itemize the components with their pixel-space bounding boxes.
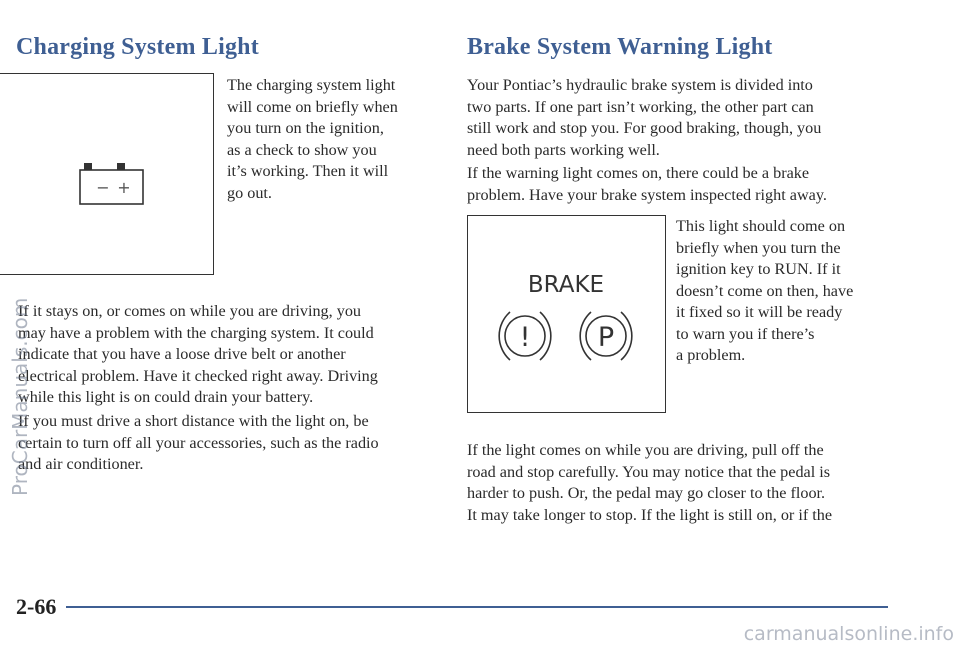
battery-minus-symbol: − bbox=[96, 178, 110, 197]
text-line: If the light comes on while you are driving, pull off the bbox=[467, 441, 824, 459]
parking-symbol: P bbox=[597, 322, 615, 353]
text-line: it’s working. Then it will bbox=[227, 162, 389, 180]
text-line: problem. Have your brake system inspected right away. bbox=[467, 185, 827, 204]
text-line: briefly when you turn the bbox=[676, 238, 841, 257]
side-watermark: ProCarManuals.com bbox=[8, 297, 32, 496]
text-line: as a check to show you bbox=[227, 140, 377, 159]
battery-icon bbox=[0, 74, 215, 276]
brake-warning-paragraph bbox=[467, 163, 827, 206]
battery-plus-symbol: + bbox=[117, 178, 131, 197]
brake-light-figure bbox=[467, 215, 666, 413]
text-line: it fixed so it will be ready bbox=[676, 303, 843, 321]
text-line: ignition key to RUN. If it bbox=[676, 260, 841, 278]
text-line: and air conditioner. bbox=[18, 455, 144, 473]
text-line: The charging system light bbox=[227, 76, 396, 94]
bottom-watermark: carmanualsonline.info bbox=[743, 623, 954, 645]
text-line: This light should come on bbox=[676, 217, 846, 235]
text-line: If it stays on, or comes on while you are driving, you bbox=[18, 302, 362, 320]
battery-light-figure bbox=[0, 73, 214, 275]
text-line: still work and stop you. For good braking, though, you bbox=[467, 119, 822, 137]
text-line: you turn on the ignition, bbox=[227, 119, 384, 137]
text-line: Your Pontiac’s hydraulic brake system is divided into bbox=[467, 76, 813, 94]
text-line: will come on briefly when bbox=[227, 97, 398, 116]
text-line: need both parts working well. bbox=[467, 140, 660, 159]
footer-rule bbox=[66, 606, 888, 608]
brake-driving-paragraph bbox=[467, 440, 832, 526]
page-number: 2-66 bbox=[16, 594, 57, 619]
text-line: a problem. bbox=[676, 346, 746, 364]
charging-drive-paragraph bbox=[18, 411, 379, 476]
text-line: go out. bbox=[227, 183, 272, 202]
text-line: If you must drive a short distance with the light on, be bbox=[18, 412, 369, 430]
text-line: harder to push. Or, the pedal may go closer to the floor. bbox=[467, 484, 826, 502]
text-line: doesn’t come on then, have bbox=[676, 281, 854, 300]
text-line: two parts. If one part isn’t working, the other part can bbox=[467, 97, 814, 116]
charging-intro-paragraph bbox=[227, 75, 398, 204]
text-line: certain to turn off all your accessories, such as the radio bbox=[18, 433, 379, 452]
text-line: If the warning light comes on, there could be a brake bbox=[467, 164, 810, 182]
brake-label: BRAKE bbox=[527, 272, 605, 298]
exclamation-symbol: ! bbox=[519, 322, 531, 353]
text-line: It may take longer to stop. If the light is still on, or if the bbox=[467, 505, 833, 524]
text-line: while this light is on could drain your battery. bbox=[18, 388, 314, 406]
text-line: may have a problem with the charging system. It could bbox=[18, 323, 374, 342]
charging-system-heading: Charging System Light bbox=[16, 34, 259, 60]
brake-system-heading: Brake System Warning Light bbox=[467, 34, 773, 60]
text-line: to warn you if there’s bbox=[676, 324, 815, 343]
charging-warning-paragraph bbox=[18, 301, 378, 409]
text-line: electrical problem. Have it checked right away. Driving bbox=[18, 366, 378, 385]
brake-warning-icon bbox=[468, 216, 667, 414]
brake-light-description bbox=[676, 216, 853, 367]
brake-intro-paragraph bbox=[467, 75, 821, 161]
text-line: indicate that you have a loose drive belt or another bbox=[18, 345, 346, 363]
text-line: road and stop carefully. You may notice that the pedal is bbox=[467, 462, 831, 481]
